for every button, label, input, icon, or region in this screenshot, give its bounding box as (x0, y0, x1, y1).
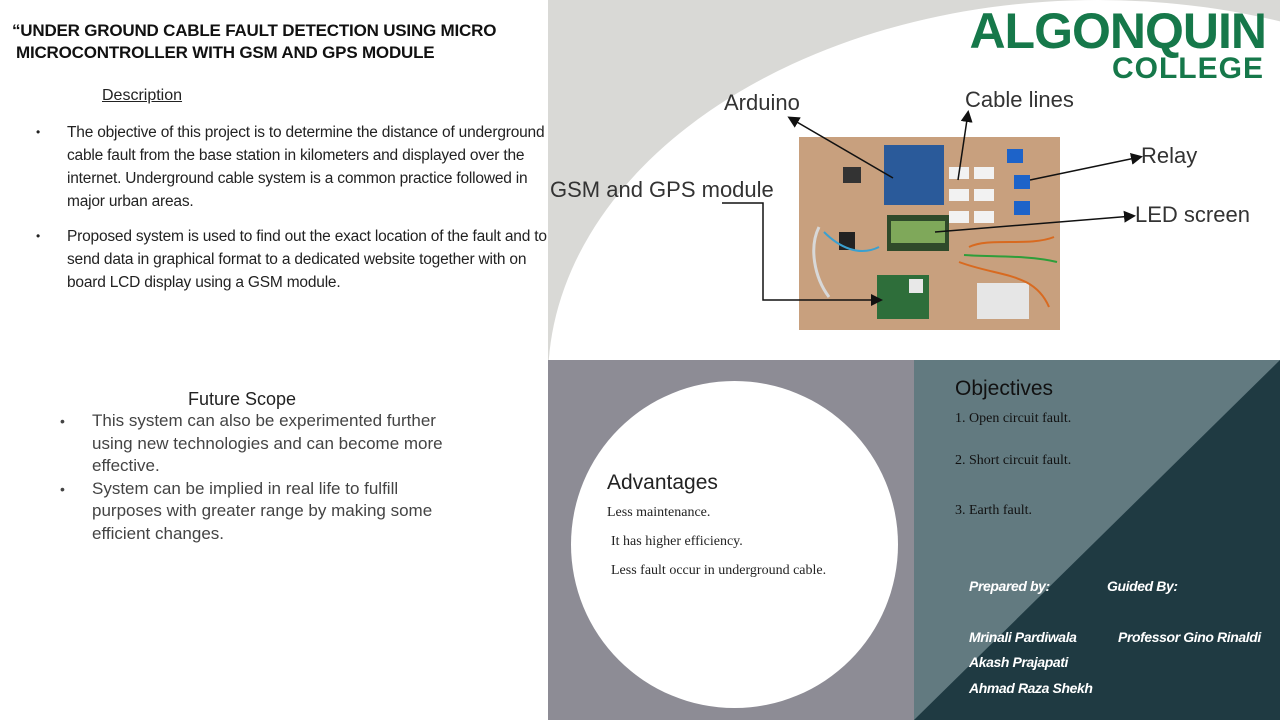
list-item (36, 225, 548, 294)
student-name: Ahmad Raza Shekh (969, 680, 1093, 696)
student-name: Akash Prajapati (969, 654, 1069, 670)
cable-lines-label: Cable lines (965, 87, 1074, 112)
description-list (36, 121, 548, 306)
relay-label: Relay (1141, 143, 1198, 168)
objective-item: 2. Short circuit fault. (955, 453, 1072, 468)
title-line-1: “UNDER GROUND CABLE FAULT DETECTION USING MICRO (12, 21, 497, 40)
arduino-board (884, 145, 944, 205)
future-scope-text: This system can also be experimented further using new technologies and can become more effective. (92, 411, 443, 475)
description-heading: Description (102, 87, 183, 104)
bullet-icon: • (36, 125, 41, 139)
guided-by-label: Guided By: (1107, 578, 1178, 594)
advantages-list (607, 504, 826, 591)
led-screen-label: LED screen (1135, 202, 1250, 227)
arduino-label: Arduino (724, 90, 800, 115)
objective-item: 3. Earth fault. (955, 503, 1032, 518)
page-title (12, 20, 557, 64)
future-scope-heading: Future Scope (188, 389, 297, 409)
description-text: Proposed system is used to find out the exact location of the fault and to send data in graphical format to a dedicated website together with on board LCD display using a GSM module. (67, 228, 547, 291)
list-item (60, 410, 460, 478)
list-item: It has higher efficiency. (611, 534, 743, 549)
student-name: Mrinali Pardiwala (969, 629, 1077, 645)
list-item: Less fault occur in underground cable. (611, 563, 827, 578)
college-logo (969, 3, 1266, 85)
future-scope-list (60, 410, 460, 545)
list-item: Less maintenance. (607, 505, 711, 520)
objectives-heading: Objectives (955, 377, 1054, 400)
list-item (36, 121, 548, 213)
bullet-icon: • (36, 229, 41, 243)
logo-line-1: ALGONQUIN (969, 3, 1266, 59)
advantages-heading: Advantages (607, 471, 718, 494)
description-text: The objective of this project is to determine the distance of underground cable fault from the base station in kilometers and displayed over the internet. Underground cable system is a common practice followed in major urban areas. (67, 124, 545, 210)
objective-item: 1. Open circuit fault. (955, 411, 1072, 426)
prepared-by-label: Prepared by: (969, 578, 1050, 594)
circuit-board-illustration (799, 137, 1060, 330)
guide-name: Professor Gino Rinaldi (1118, 629, 1261, 645)
project-photo (799, 137, 1060, 330)
title-line-2: MICROCONTROLLER WITH GSM AND GPS MODULE (16, 43, 435, 62)
bullet-icon: • (60, 480, 65, 497)
list-item (60, 478, 460, 546)
logo-line-2: COLLEGE (1111, 52, 1264, 85)
bullet-icon: • (60, 413, 65, 429)
gsm-gps-label: GSM and GPS module (550, 177, 774, 202)
future-scope-text: System can be implied in real life to fulfill purposes with greater range by making some efficient changes. (92, 478, 433, 543)
